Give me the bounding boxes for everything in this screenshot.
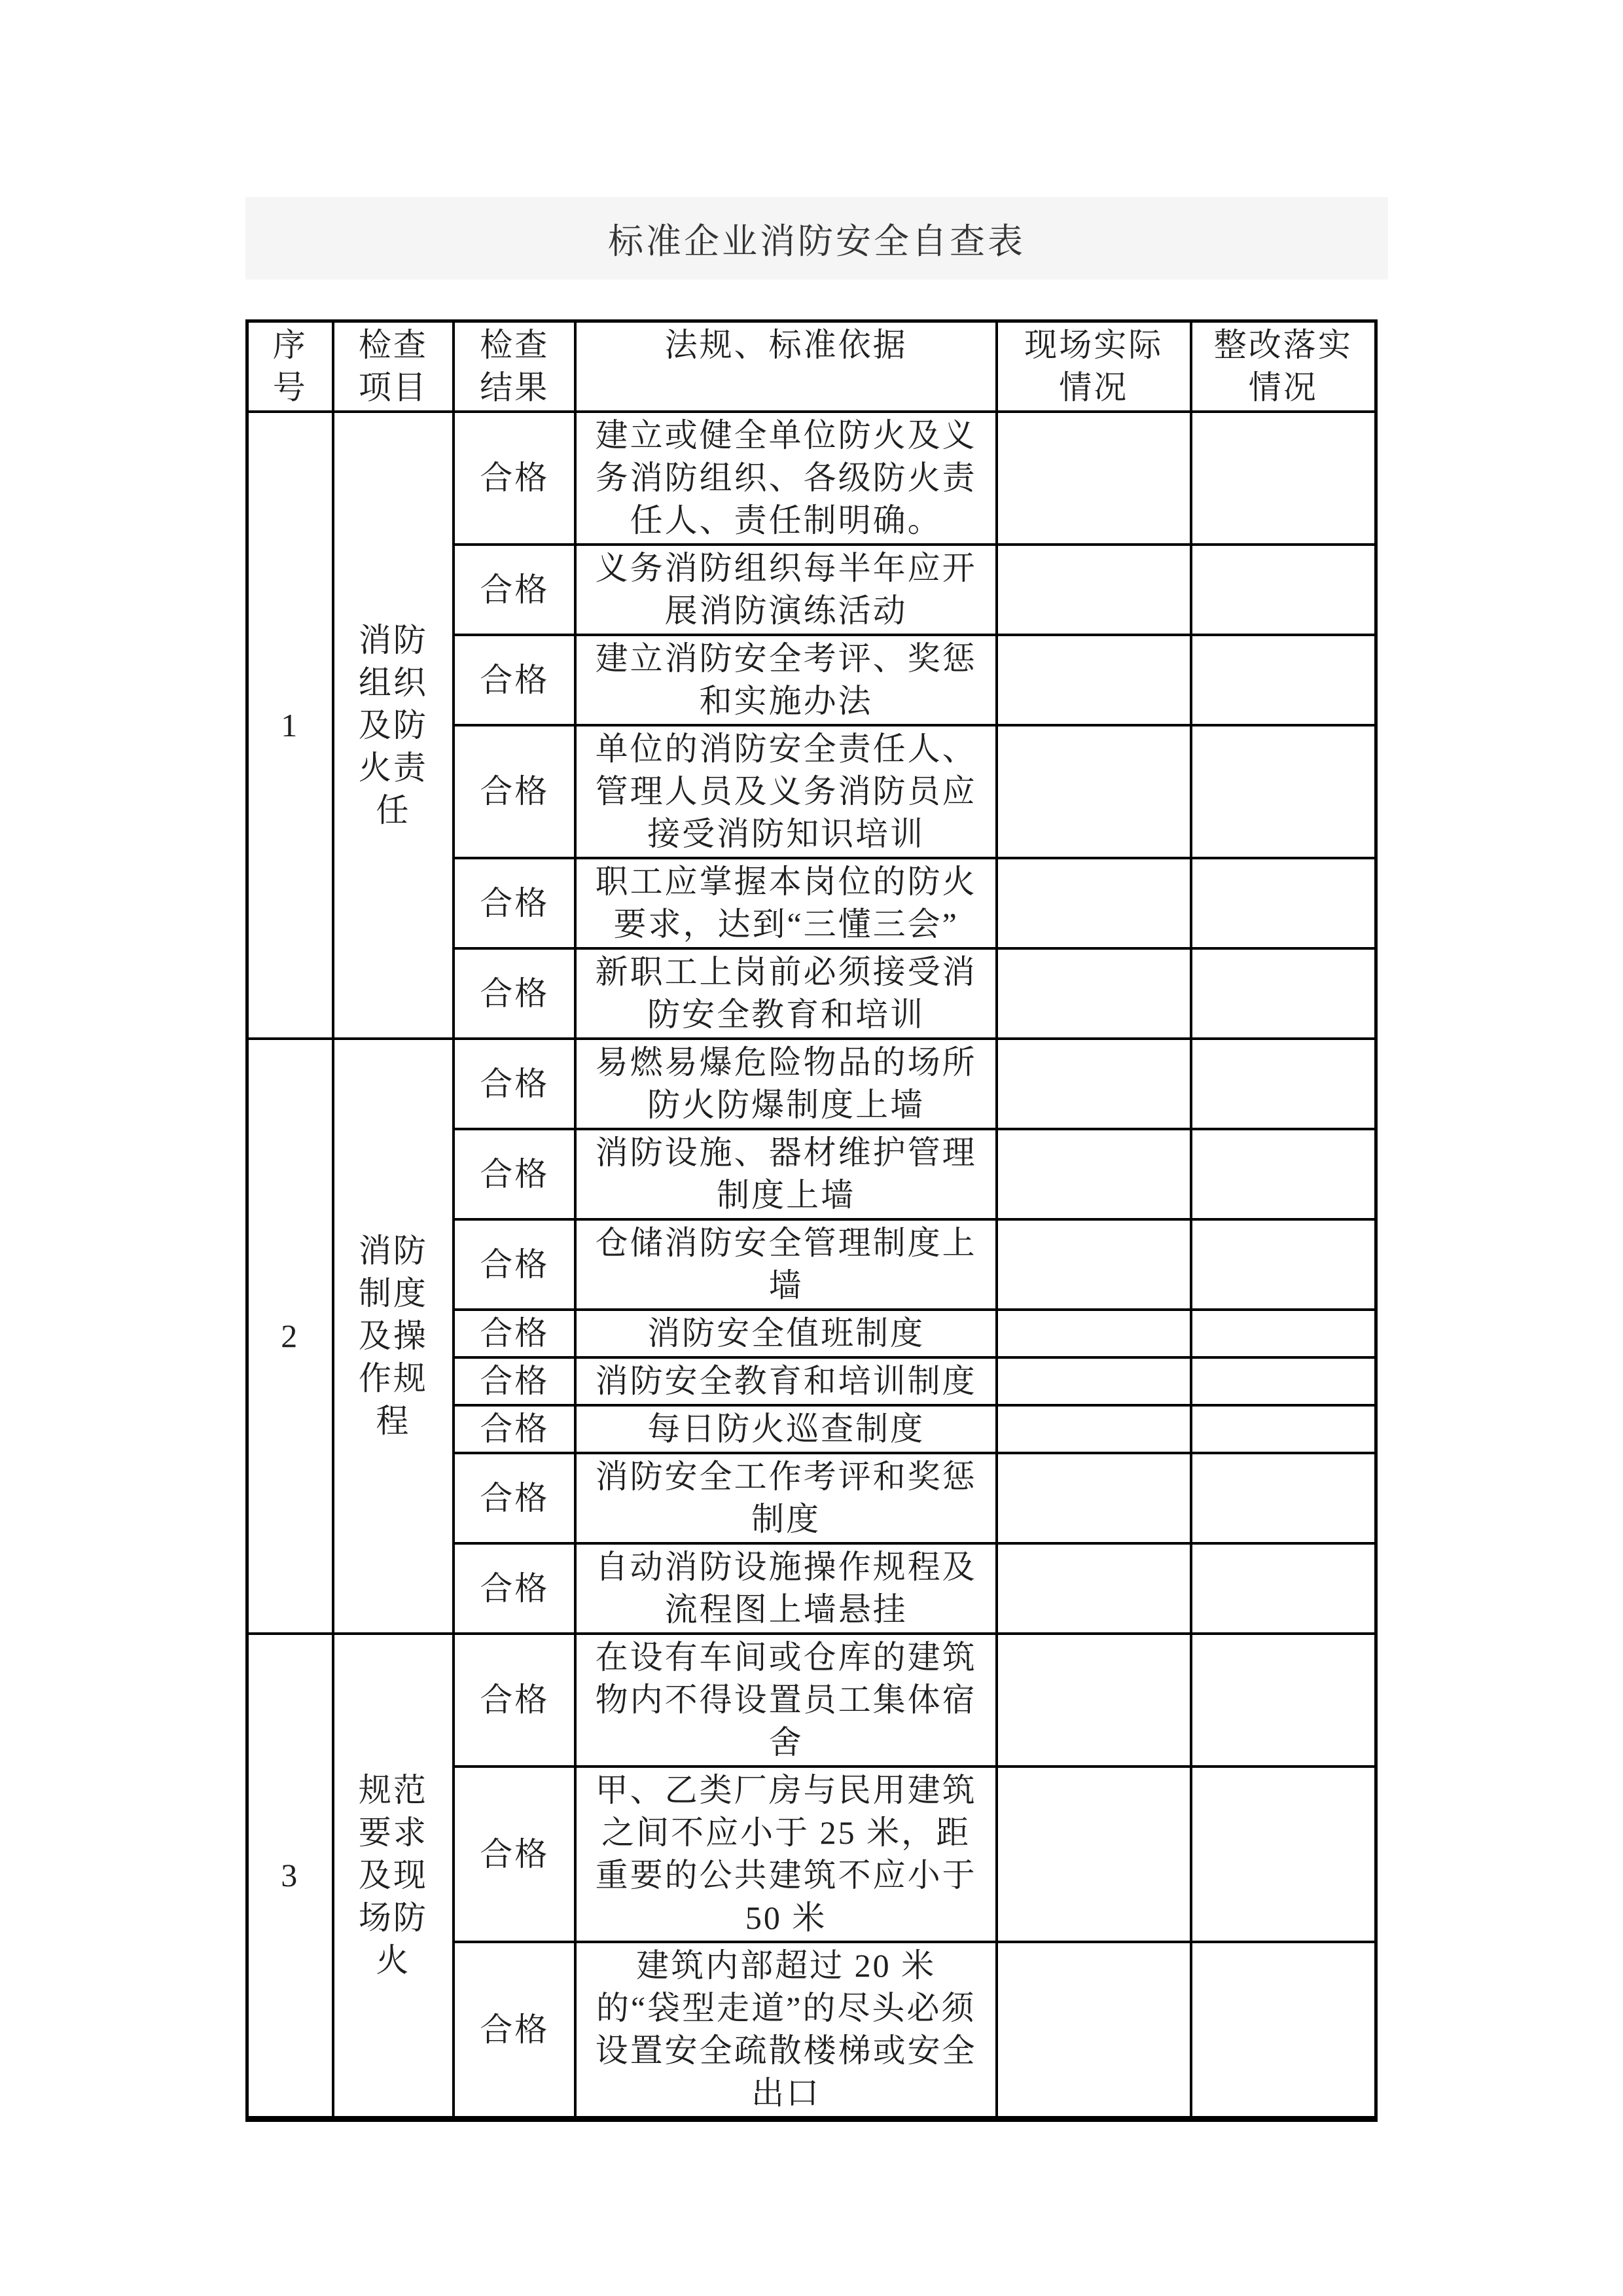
basis-cell: 建立消防安全考评、奖惩和实施办法 bbox=[575, 635, 996, 725]
serial-cell: 2 bbox=[247, 1039, 333, 1634]
col-header-site: 现场实际情况 bbox=[997, 321, 1191, 412]
col-header-fix: 整改落实情况 bbox=[1191, 321, 1376, 412]
serial-cell: 3 bbox=[247, 1634, 333, 2119]
result-cell: 合格 bbox=[454, 1942, 575, 2119]
fix-status-cell bbox=[1191, 1405, 1376, 1453]
site-status-cell bbox=[997, 1310, 1191, 1357]
result-cell: 合格 bbox=[454, 858, 575, 948]
site-status-cell bbox=[997, 858, 1191, 948]
fix-status-cell bbox=[1191, 725, 1376, 858]
basis-cell: 职工应掌握本岗位的防火要求，达到“三懂三会” bbox=[575, 858, 996, 948]
fix-status-cell bbox=[1191, 1543, 1376, 1634]
site-status-cell bbox=[997, 1219, 1191, 1310]
fix-status-cell bbox=[1191, 1453, 1376, 1543]
result-cell: 合格 bbox=[454, 725, 575, 858]
basis-cell: 仓储消防安全管理制度上墙 bbox=[575, 1219, 996, 1310]
result-cell: 合格 bbox=[454, 1767, 575, 1942]
basis-cell: 消防安全工作考评和奖惩制度 bbox=[575, 1453, 996, 1543]
fix-status-cell bbox=[1191, 1310, 1376, 1357]
result-cell: 合格 bbox=[454, 545, 575, 635]
basis-cell: 消防安全教育和培训制度 bbox=[575, 1357, 996, 1405]
basis-cell: 建筑内部超过 20 米的“袋型走道”的尽头必须设置安全疏散楼梯或安全出口 bbox=[575, 1942, 996, 2119]
basis-cell: 甲、乙类厂房与民用建筑之间不应小于 25 米，距重要的公共建筑不应小于 50 米 bbox=[575, 1767, 996, 1942]
fix-status-cell bbox=[1191, 635, 1376, 725]
site-status-cell bbox=[997, 1453, 1191, 1543]
result-cell: 合格 bbox=[454, 1453, 575, 1543]
table-row bbox=[247, 412, 1376, 545]
fix-status-cell bbox=[1191, 1357, 1376, 1405]
site-status-cell bbox=[997, 635, 1191, 725]
fix-status-cell bbox=[1191, 1039, 1376, 1129]
site-status-cell bbox=[997, 725, 1191, 858]
col-header-serial: 序号 bbox=[247, 321, 333, 412]
serial-cell: 1 bbox=[247, 412, 333, 1039]
result-cell: 合格 bbox=[454, 1543, 575, 1634]
result-cell: 合格 bbox=[454, 1310, 575, 1357]
site-status-cell bbox=[997, 948, 1191, 1039]
basis-cell: 单位的消防安全责任人、管理人员及义务消防员应接受消防知识培训 bbox=[575, 725, 996, 858]
result-cell: 合格 bbox=[454, 1357, 575, 1405]
basis-cell: 易燃易爆危险物品的场所防火防爆制度上墙 bbox=[575, 1039, 996, 1129]
fix-status-cell bbox=[1191, 858, 1376, 948]
col-header-basis: 法规、标准依据 bbox=[575, 321, 996, 412]
basis-cell: 建立或健全单位防火及义务消防组织、各级防火责任人、责任制明确。 bbox=[575, 412, 996, 545]
site-status-cell bbox=[997, 1942, 1191, 2119]
item-cell: 消防组织及防火责任 bbox=[333, 412, 454, 1039]
col-header-item: 检查项目 bbox=[333, 321, 454, 412]
result-cell: 合格 bbox=[454, 1219, 575, 1310]
site-status-cell bbox=[997, 1634, 1191, 1767]
site-status-cell bbox=[997, 412, 1191, 545]
site-status-cell bbox=[997, 1543, 1191, 1634]
result-cell: 合格 bbox=[454, 1129, 575, 1219]
site-status-cell bbox=[997, 1039, 1191, 1129]
basis-cell: 新职工上岗前必须接受消防安全教育和培训 bbox=[575, 948, 996, 1039]
fix-status-cell bbox=[1191, 1767, 1376, 1942]
site-status-cell bbox=[997, 545, 1191, 635]
item-cell: 规范要求及现场防火 bbox=[333, 1634, 454, 2119]
col-header-result: 检查结果 bbox=[454, 321, 575, 412]
fix-status-cell bbox=[1191, 1942, 1376, 2119]
fix-status-cell bbox=[1191, 1129, 1376, 1219]
site-status-cell bbox=[997, 1357, 1191, 1405]
site-status-cell bbox=[997, 1129, 1191, 1219]
basis-cell: 消防安全值班制度 bbox=[575, 1310, 996, 1357]
fix-status-cell bbox=[1191, 412, 1376, 545]
header-row bbox=[247, 321, 1376, 412]
item-cell: 消防制度及操作规程 bbox=[333, 1039, 454, 1634]
result-cell: 合格 bbox=[454, 1405, 575, 1453]
basis-cell: 自动消防设施操作规程及流程图上墙悬挂 bbox=[575, 1543, 996, 1634]
fix-status-cell bbox=[1191, 1634, 1376, 1767]
page-title: 标准企业消防安全自查表 bbox=[608, 221, 1026, 261]
basis-cell: 义务消防组织每半年应开展消防演练活动 bbox=[575, 545, 996, 635]
fix-status-cell bbox=[1191, 545, 1376, 635]
site-status-cell bbox=[997, 1767, 1191, 1942]
title-band bbox=[245, 197, 1388, 279]
result-cell: 合格 bbox=[454, 412, 575, 545]
result-cell: 合格 bbox=[454, 1039, 575, 1129]
fix-status-cell bbox=[1191, 1219, 1376, 1310]
result-cell: 合格 bbox=[454, 1634, 575, 1767]
basis-cell: 每日防火巡查制度 bbox=[575, 1405, 996, 1453]
fix-status-cell bbox=[1191, 948, 1376, 1039]
table-row bbox=[247, 1039, 1376, 1129]
result-cell: 合格 bbox=[454, 635, 575, 725]
basis-cell: 在设有车间或仓库的建筑物内不得设置员工集体宿舍 bbox=[575, 1634, 996, 1767]
basis-cell: 消防设施、器材维护管理制度上墙 bbox=[575, 1129, 996, 1219]
result-cell: 合格 bbox=[454, 948, 575, 1039]
inspection-table bbox=[245, 319, 1378, 2122]
table-row bbox=[247, 1634, 1376, 1767]
site-status-cell bbox=[997, 1405, 1191, 1453]
